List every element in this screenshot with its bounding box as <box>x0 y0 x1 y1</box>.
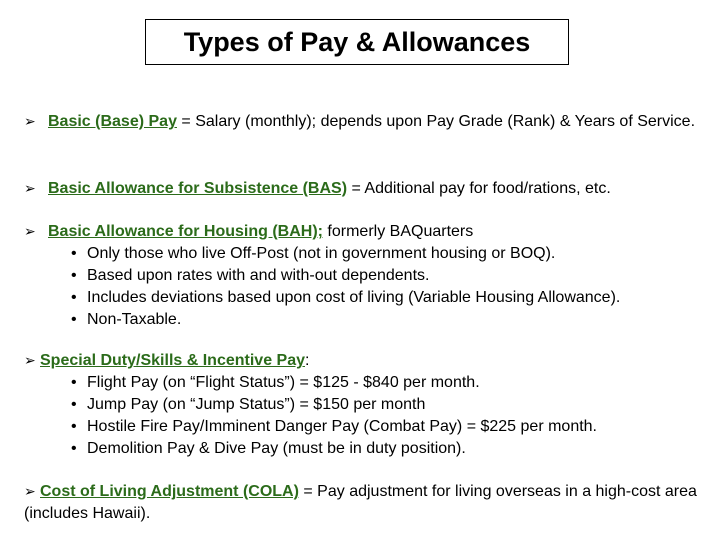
special-duty-description: : <box>305 352 310 369</box>
arrow-bullet-icon: ➢ <box>24 352 36 368</box>
bas-term: Basic Allowance for Subsistence (BAS) <box>48 180 348 197</box>
arrow-bullet-icon: ➢ <box>24 180 36 196</box>
special-duty-bullet-list <box>24 372 704 460</box>
cola-item <box>24 480 704 525</box>
cola-description: = Pay adjustment for living overseas in a high-cost area (includes Hawaii). <box>24 483 697 522</box>
bah-term: Basic Allowance for Housing (BAH); <box>48 223 323 240</box>
special-duty-term: Special Duty/Skills & Incentive Pay <box>40 352 305 369</box>
special-duty-item <box>24 349 704 460</box>
bas-description: = Additional pay for food/rations, etc. <box>347 180 611 197</box>
slide-title: Types of Pay & Allowances <box>145 19 569 65</box>
cola-term: Cost of Living Adjustment (COLA) <box>40 483 299 500</box>
arrow-bullet-icon: ➢ <box>24 223 36 239</box>
list-item: • Non-Taxable. <box>71 309 704 331</box>
list-item: • Only those who live Off-Post (not in government housing or BOQ). <box>71 243 704 265</box>
bah-description: formerly BAQuarters <box>322 223 474 240</box>
list-item: • Based upon rates with and with-out dependents. <box>71 265 704 287</box>
list-item: • Flight Pay (on “Flight Status”) = $125 - $840 per month. <box>71 372 704 394</box>
list-item: • Includes deviations based upon cost of living (Variable Housing Allowance). <box>71 287 704 309</box>
basic-pay-description: = Salary (monthly); depends upon Pay Grade (Rank) & Years of Service. <box>176 113 696 130</box>
arrow-bullet-icon: ➢ <box>24 113 36 129</box>
basic-pay-term: Basic (Base) Pay <box>48 113 177 130</box>
basic-pay-item <box>24 110 704 133</box>
list-item: • Demolition Pay & Dive Pay (must be in duty position). <box>71 438 704 460</box>
bah-bullet-list <box>24 243 704 331</box>
bah-item <box>24 220 704 331</box>
list-item: • Hostile Fire Pay/Imminent Danger Pay (Combat Pay) = $225 per month. <box>71 416 704 438</box>
arrow-bullet-icon: ➢ <box>24 483 36 499</box>
list-item: • Jump Pay (on “Jump Status”) = $150 per month <box>71 394 704 416</box>
bas-item <box>24 177 704 200</box>
